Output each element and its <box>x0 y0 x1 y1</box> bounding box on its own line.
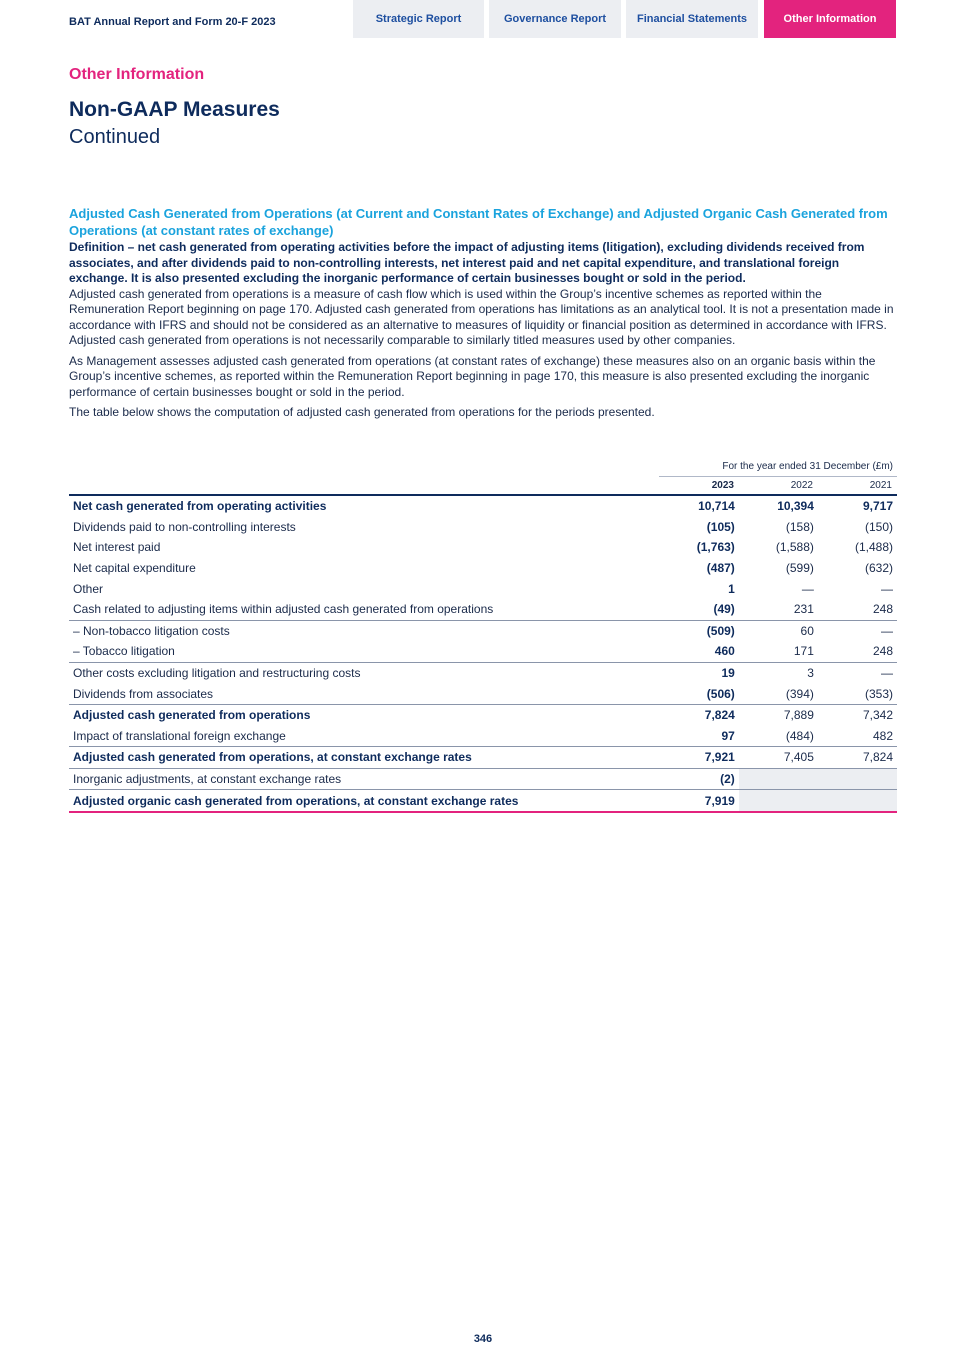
table-row <box>69 704 897 725</box>
value-2021: (150) <box>864 519 893 534</box>
period-header <box>69 458 897 477</box>
table-row <box>69 662 897 683</box>
value-2022: 231 <box>793 602 814 617</box>
value-2023: 19 <box>660 662 739 683</box>
value-2022: (1,588) <box>775 540 814 555</box>
table-row <box>69 641 897 662</box>
value-2023: (1,763) <box>696 540 735 555</box>
tab-financial-statements[interactable]: Financial Statements <box>626 0 758 38</box>
row-label: Inorganic adjustments, at constant exchange rates <box>69 768 660 790</box>
value-2021 <box>818 790 897 812</box>
value-2021: — <box>818 620 897 641</box>
value-2022: 10,394 <box>777 499 814 514</box>
value-2023: (49) <box>713 602 735 617</box>
value-2023: (506) <box>706 686 735 701</box>
table-row <box>69 558 897 579</box>
value-2021: — <box>818 662 897 683</box>
year-header: 2022 <box>790 480 813 491</box>
value-2023: 7,921 <box>660 747 739 769</box>
row-label: Dividends from associates <box>73 686 214 701</box>
value-2021 <box>818 768 897 790</box>
row-label: Net cash generated from operating activities <box>73 499 327 514</box>
value-2021: 248 <box>872 644 893 659</box>
row-label: Net capital expenditure <box>73 561 196 576</box>
value-2023: 10,714 <box>698 499 735 514</box>
report-title: BAT Annual Report and Form 20-F 2023 <box>69 16 276 28</box>
cash-flow-table <box>69 458 897 813</box>
value-2021: 248 <box>872 602 893 617</box>
definition-text: Definition – net cash generated from operating activities before the impact of adjusting items (litigation), excluding dividends received from associates, and after dividends paid to non-controlling interests, net interest paid and net capital expenditure, and translational foreign exchange. It is also presented excluding the inorganic performance of certain businesses bought or sold in the period. <box>69 240 865 285</box>
value-2023: (105) <box>706 519 735 534</box>
row-label: Net interest paid <box>73 540 161 555</box>
section-heading: Adjusted Cash Generated from Operations (at Current and Constant Rates of Exchange) and Adjusted Organic Cash Generated from Operations (at constant rates of exchange) <box>69 206 888 238</box>
value-2021: 9,717 <box>862 499 893 514</box>
table-row <box>69 496 897 517</box>
row-label: Impact of translational foreign exchange <box>73 728 286 743</box>
tab-governance-report[interactable]: Governance Report <box>489 0 621 38</box>
tab-other-information[interactable]: Other Information <box>764 0 896 38</box>
paragraph: The table below shows the computation of adjusted cash generated from operations for the periods presented. <box>69 405 655 419</box>
row-label: Other <box>73 581 104 596</box>
table-row <box>69 747 897 769</box>
year-header: 2023 <box>711 480 734 491</box>
table-row <box>69 517 897 538</box>
value-2021: (353) <box>864 686 893 701</box>
value-2021: — <box>881 581 893 596</box>
table-row <box>69 578 897 599</box>
paragraph: As Management assesses adjusted cash generated from operations (at constant rates of exchange) these measures also on an organic basis within the Group’s incentive schemes, as reported within the Remuneration Report beginning in page 170, this measure is also presented excluding the inorganic performance of certain businesses bought or sold in the period. <box>69 353 876 399</box>
row-label: Adjusted cash generated from operations <box>69 704 660 725</box>
value-2022: 7,405 <box>739 747 818 769</box>
year-header-row <box>69 477 897 496</box>
value-2021: 482 <box>872 728 893 743</box>
table-row <box>69 790 897 812</box>
value-2022: — <box>801 581 814 596</box>
table-row <box>69 599 897 620</box>
value-2023: 7,919 <box>660 790 739 812</box>
value-2021: 7,824 <box>818 747 897 769</box>
table-row <box>69 683 897 704</box>
page-subtitle: Continued <box>69 126 161 148</box>
row-label: Other costs excluding litigation and restructuring costs <box>69 662 660 683</box>
value-2023: 97 <box>721 728 735 743</box>
value-2022: 3 <box>739 662 818 683</box>
value-2021: 7,342 <box>818 704 897 725</box>
value-2022: 60 <box>739 620 818 641</box>
row-label: – Tobacco litigation <box>73 644 175 659</box>
value-2023: 460 <box>714 644 735 659</box>
table-row <box>69 537 897 558</box>
table-row <box>69 768 897 790</box>
year-header: 2021 <box>869 480 892 491</box>
paragraph: Adjusted cash generated from operations is a measure of cash flow which is used within the Group’s incentive schemes as reported within the Remuneration Report beginning on page 170. Adjusted cash generated from operations has limitations as an analytical tool. It is not a presentation made in accordance with IFRS and should not be considered as an alternative to measures of liquidity or financial position as determined in accordance with IFRS. Adjusted cash generated from operations is not necessarily comparable to similarly titled measures used by other companies. <box>69 286 894 347</box>
value-2022: (394) <box>785 686 814 701</box>
value-2023: (509) <box>660 620 739 641</box>
page-title: Non-GAAP Measures <box>69 98 280 121</box>
value-2021: (1,488) <box>854 540 893 555</box>
top-navigation <box>0 0 966 38</box>
tab-strategic-report[interactable]: Strategic Report <box>353 0 484 38</box>
period-label: For the year ended 31 December (£m) <box>722 461 893 472</box>
value-2022: 7,889 <box>739 704 818 725</box>
value-2022: 171 <box>793 644 814 659</box>
body-text <box>69 205 897 426</box>
value-2023: 1 <box>728 581 735 596</box>
value-2022: (158) <box>785 519 814 534</box>
page-number: 346 <box>473 1333 493 1345</box>
table-row <box>69 726 897 747</box>
value-2023: (487) <box>706 561 735 576</box>
value-2022 <box>739 790 818 812</box>
section-label: Other Information <box>69 66 205 83</box>
row-label: Adjusted organic cash generated from operations, at constant exchange rates <box>69 790 660 812</box>
value-2023: (2) <box>660 768 739 790</box>
value-2022: (599) <box>785 561 814 576</box>
table-row <box>69 620 897 641</box>
row-label: Cash related to adjusting items within adjusted cash generated from operations <box>73 602 494 617</box>
value-2022 <box>739 768 818 790</box>
row-label: Dividends paid to non-controlling interests <box>73 519 296 534</box>
value-2022: (484) <box>785 728 814 743</box>
row-label: Adjusted cash generated from operations, at constant exchange rates <box>69 747 660 769</box>
row-label: – Non-tobacco litigation costs <box>69 620 660 641</box>
value-2021: (632) <box>864 561 893 576</box>
value-2023: 7,824 <box>660 704 739 725</box>
